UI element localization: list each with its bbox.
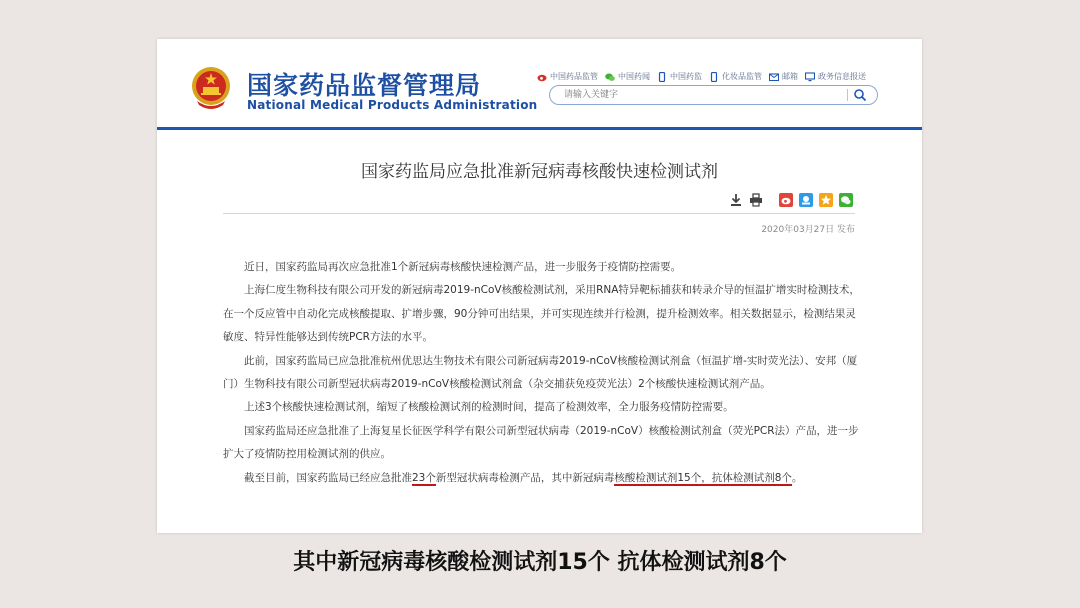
phone-icon	[657, 72, 667, 82]
link-wechat[interactable]	[605, 71, 650, 82]
phone-icon	[709, 72, 719, 82]
search-divider	[847, 89, 848, 101]
wechat-icon	[605, 72, 615, 82]
link-label: 政务信息报送	[818, 72, 866, 81]
article-body	[223, 256, 863, 490]
article-title: 国家药监局应急批准新冠病毒核酸快速检测试剂	[361, 162, 718, 182]
site-title-cn: 国家药品监督管理局	[247, 71, 482, 100]
text-segment: 新型冠状病毒检测产品，其中新冠病毒	[435, 471, 615, 484]
highlight-23-products: 23个	[412, 471, 436, 484]
search-icon[interactable]	[853, 88, 867, 102]
mail-icon	[769, 72, 779, 82]
search-input[interactable]	[564, 88, 834, 102]
star-share-icon[interactable]	[819, 193, 833, 207]
link-label: 中国药闻	[618, 72, 650, 81]
publish-date: 2020年03月27日 发布	[761, 225, 855, 235]
weibo-share-icon[interactable]	[779, 193, 793, 207]
link-report[interactable]	[805, 71, 866, 82]
paragraph: 近日，国家药监局再次应急批准1个新冠病毒核酸快速检测产品，进一步服务于疫情防控需要。	[244, 261, 682, 273]
title-divider	[223, 213, 855, 214]
highlight-test-counts: 核酸检测试剂15个，抗体检测试剂8个	[614, 471, 792, 484]
article-tools	[729, 193, 853, 207]
video-caption: 其中新冠病毒核酸检测试剂15个 抗体检测试剂8个	[293, 550, 787, 575]
webpage-screenshot	[157, 39, 922, 533]
download-icon[interactable]	[729, 193, 743, 207]
top-links	[537, 71, 866, 82]
link-label: 中国药监	[670, 72, 702, 81]
weibo-icon	[537, 72, 547, 82]
link-label: 中国药品监管	[550, 72, 598, 81]
paragraph: 上海仁度生物科技有限公司开发的新冠病毒2019-nCoV核酸检测试剂，采用RNA特异靶标捕获和转录介导的恒温扩增实时检测技术，在一个反应管中自动化完成核酸提取、扩增步骤，90分钟可出结果，并可实现连续并行检测，提升检测效率。相关数据显示，检测结果灵敏度、特异性能够达到传统PCR方法的水平。	[223, 284, 860, 344]
link-label: 邮箱	[782, 72, 798, 81]
text-segment: 。	[791, 471, 803, 484]
link-mobile-2[interactable]	[709, 71, 762, 82]
wechat-share-icon[interactable]	[839, 193, 853, 207]
link-weibo[interactable]	[537, 71, 598, 82]
paragraph: 此前，国家药监局已应急批准杭州优思达生物技术有限公司新冠病毒2019-nCoV核酸检测试剂盒（恒温扩增-实时荧光法）、安邦（厦门）生物科技有限公司新型冠状病毒2019-nCoV核酸检测试剂盒（杂交捕获免疫荧光法）2个核酸快速检测试剂产品。	[223, 354, 858, 391]
national-emblem-icon	[189, 63, 233, 111]
monitor-icon	[805, 72, 815, 82]
link-label: 化妆品监管	[722, 72, 762, 81]
text-segment: 截至目前，国家药监局已经应急批准	[244, 471, 412, 484]
qzone-share-icon[interactable]	[799, 193, 813, 207]
print-icon[interactable]	[749, 193, 763, 207]
header-divider	[157, 127, 922, 130]
search-box	[549, 85, 878, 105]
paragraph: 国家药监局还应急批准了上海复星长征医学科学有限公司新型冠状病毒（2019-nCoV）核酸检测试剂盒（荧光PCR法）产品，进一步扩大了疫情防控用检测试剂的供应。	[223, 424, 859, 461]
link-mobile-1[interactable]	[657, 71, 702, 82]
paragraph-final	[223, 467, 863, 490]
paragraph: 上述3个核酸快速检测试剂，缩短了核酸检测试剂的检测时间，提高了检测效率，全力服务疫情防控需要。	[244, 401, 734, 414]
site-title-en: National Medical Products Administration	[247, 98, 538, 112]
link-mail[interactable]	[769, 71, 798, 82]
